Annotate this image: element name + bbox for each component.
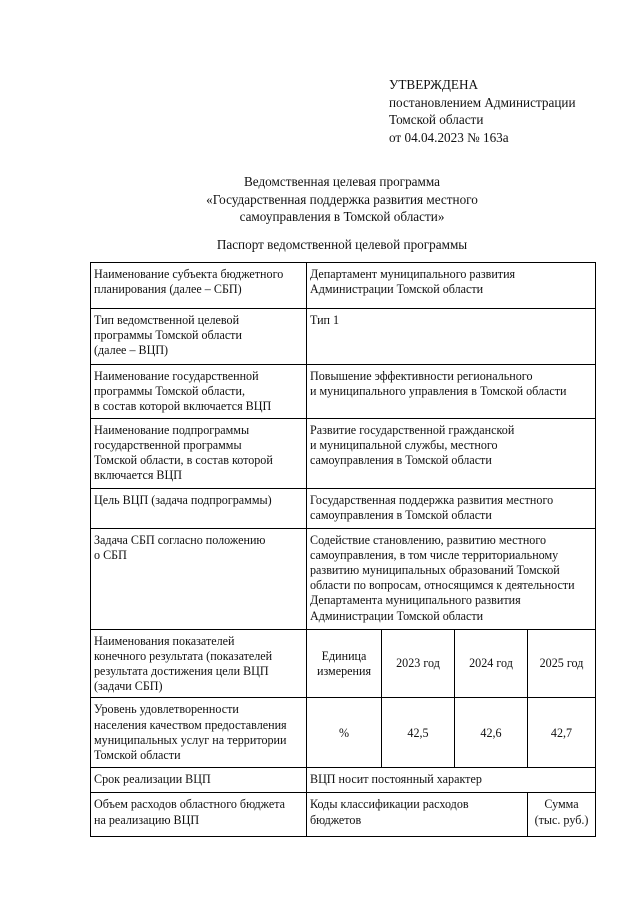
approval-line-2: Томской области: [389, 112, 484, 127]
satisfaction-2024: 42,6: [455, 698, 528, 768]
budget-label: Объем расходов областного бюджета на реализацию ВЦП: [91, 793, 307, 837]
goal-label: Цель ВЦП (задача подпрограммы): [91, 488, 307, 528]
satisfaction-2023: 42,5: [382, 698, 455, 768]
passport-table: [90, 262, 596, 837]
subject-label: Наименование субъекта бюджетного планирования (далее – СБП): [91, 263, 307, 309]
type-label: Тип ведомственной целевой программы Томской области (далее – ВЦП): [91, 309, 307, 365]
approval-line-1: постановлением Администрации: [389, 94, 576, 110]
year-2023-header: 2023 год: [382, 629, 455, 698]
satisfaction-label: Уровень удовлетворенности населения качеством предоставления муниципальных услуг на территории Томской области: [91, 698, 307, 768]
satisfaction-2025: 42,7: [528, 698, 596, 768]
term-value: ВЦП носит постоянный характер: [307, 768, 596, 793]
task-value: Содействие становлению, развитию местного самоуправления, в том числе территориальному развитию муниципальных образований Томской области по вопросам, относящимся к деятельности Департамента муниципального развития Администрации Томской области: [307, 528, 596, 629]
table-row: [91, 768, 596, 793]
passport-title: Паспорт ведомственной целевой программы: [216, 237, 468, 252]
table-row: [91, 263, 596, 309]
program-title-line-3: самоуправления в Томской области»: [239, 209, 445, 224]
year-2025-header: 2025 год: [528, 629, 596, 698]
approval-line-3: от 04.04.2023 № 163а: [389, 129, 509, 145]
satisfaction-unit: %: [307, 698, 382, 768]
type-value: Тип 1: [307, 309, 596, 365]
task-label: Задача СБП согласно положению о СБП: [91, 528, 307, 629]
indicators-label: Наименования показателей конечного результата (показателей результата достижения цели ВЦП (задачи СБП): [91, 629, 307, 698]
table-row: [91, 629, 596, 698]
table-row: [91, 418, 596, 488]
table-row: [91, 528, 596, 629]
approval-heading: УТВЕРЖДЕНА: [389, 77, 479, 92]
subprogram-label: Наименование подпрограммы государственной программы Томской области, в состав которой включается ВЦП: [91, 418, 307, 488]
program-title: [150, 173, 534, 226]
term-label: Срок реализации ВЦП: [91, 768, 307, 793]
unit-header: Единица измерения: [307, 629, 382, 698]
budget-codes-header: Коды классификации расходов бюджетов: [307, 793, 528, 837]
table-row: [91, 309, 596, 365]
table-row: [91, 793, 596, 837]
program-title-line-1: Ведомственная целевая программа: [244, 174, 440, 189]
goal-value: Государственная поддержка развития местного самоуправления в Томской области: [307, 488, 596, 528]
state-program-value: Повышение эффективности регионального и муниципального управления в Томской области: [307, 365, 596, 419]
budget-sum-header: Сумма (тыс. руб.): [528, 793, 596, 837]
subprogram-value: Развитие государственной гражданской и муниципальной службы, местного самоуправления в Томской области: [307, 418, 596, 488]
table-row: [91, 365, 596, 419]
state-program-label: Наименование государственной программы Томской области, в состав которой включается ВЦП: [91, 365, 307, 419]
table-row: [91, 488, 596, 528]
program-title-line-2: «Государственная поддержка развития местного: [206, 191, 478, 207]
table-row: [91, 698, 596, 768]
subject-value: Департамент муниципального развития Администрации Томской области: [307, 263, 596, 309]
approval-block: [389, 76, 629, 146]
year-2024-header: 2024 год: [455, 629, 528, 698]
